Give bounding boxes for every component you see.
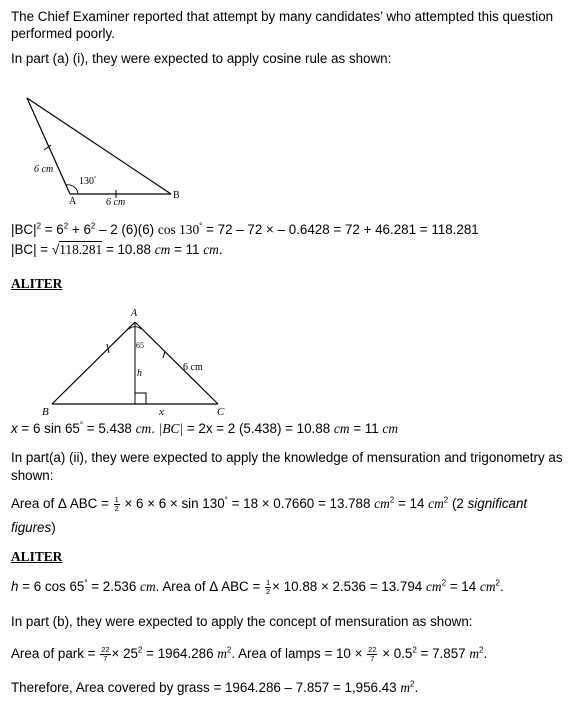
label-angle: 130° <box>79 176 97 187</box>
label-b: B <box>173 190 180 201</box>
label-h: h <box>137 368 142 379</box>
equation-grass-area: Therefore, Area covered by grass = 1964.286 – 7.857 = 1,956.43 $m^2$. <box>11 679 419 695</box>
intro-line-2: performed poorly. <box>11 26 115 41</box>
label-x: x <box>159 406 164 418</box>
label-c: C <box>217 406 225 418</box>
right-angle-marker <box>135 393 146 404</box>
label-side: 6 cm <box>183 362 203 373</box>
part-a-i-intro: In part (a) (i), they were expected to apply cosine rule as shown: <box>11 51 392 66</box>
triangle-2-side-ac <box>135 322 218 404</box>
equation-park-lamps: Area of park = $\frac{22}{7}$ × $25^2 = 1964.286$ $m^2$. Area of lamps = 10 × $\frac{22}{7}$ × $0.5^2 = 7.857$ $m^2$. <box>11 645 488 663</box>
label-b: B <box>42 406 49 418</box>
tick-mark <box>163 351 165 358</box>
equation-sine-x: x = 6 sin 65° = 5.438 cm. |BC| = 2x = 2 (5.438) = 10.88 cm = 11 cm <box>11 420 399 436</box>
label-a: A <box>131 308 138 319</box>
part-a-ii-intro-line-1: In part(a) (ii), they were expected to apply the knowledge of mensuration and trigonometry as <box>11 450 563 465</box>
label-a: A <box>69 196 77 207</box>
part-b-intro: In part (b), they were expected to apply the concept of mensuration as shown: <box>11 614 473 629</box>
triangle-2-side-ab <box>52 322 135 404</box>
aliter-heading-2: ALITER <box>11 549 63 564</box>
label-side-bottom: 6 cm <box>106 197 126 208</box>
part-a-ii-intro-line-2: shown: <box>11 468 54 483</box>
label-side-left: 6 cm <box>34 164 54 175</box>
aliter-heading-1: ALITER <box>11 276 63 291</box>
equation-cosine-rule: $|BC|^2 = 6^2 + 6^2 - 2$ (6)(6) cos 130° = 72 – 72 × – 0.6428 = 72 + 46.281 = 118.281 <box>11 221 479 237</box>
intro-line-1: The Chief Examiner reported that attempt by many candidates’ who attempted this question <box>11 9 554 24</box>
equation-area-height: h = 6 cos 65° = 2.536 cm. Area of Δ ABC = $\frac{1}{2}$ × 10.88 × 2.536 = 13.794 $cm^2 = 14$ $cm^2$. <box>11 578 504 596</box>
equation-area-sine: Area of Δ ABC = $\frac{1}{2}$ × 6 × 6 × sin 130° = 18 × 0.7660 = 13.788 $cm^2 = 14$ $cm^2$ (2 significant <box>11 495 528 513</box>
triangle-diagram-1 <box>20 92 190 208</box>
label-angle: 65 <box>136 341 144 350</box>
equation-area-sine-cont: figures) <box>11 520 56 535</box>
equation-bc-length: |BC| = √118.281 = 10.88 cm = 11 cm. <box>11 242 223 257</box>
triangle-diagram-2 <box>38 302 238 420</box>
